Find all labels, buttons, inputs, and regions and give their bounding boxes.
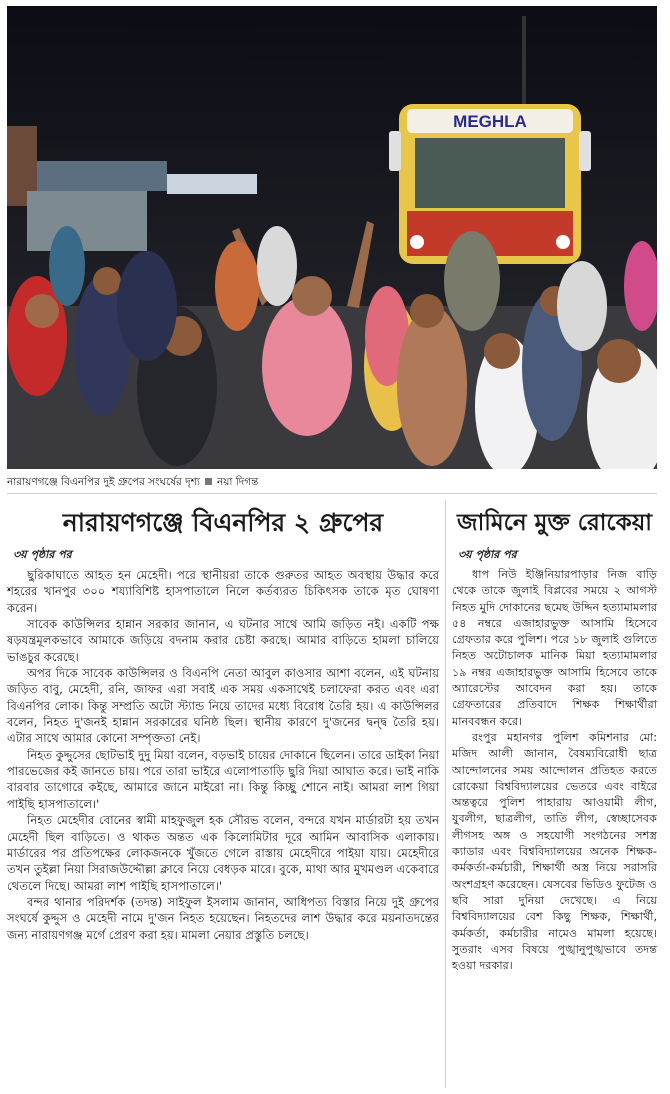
caption-credit: নয়া দিগন্ত — [216, 476, 259, 488]
caption-separator — [205, 478, 212, 485]
article-left-headline: নারায়ণগঞ্জে বিএনপির ২ গ্রুপের — [62, 508, 384, 537]
article-left-paragraph: ছুরিকাঘাতে আহত হন মেহেদী। পরে স্থানীয়রা তাকে গুরুতর আহত অবস্থায় উদ্ধার করে শহরের খানপুর ৩০০ শয্যাবিশিষ্ট হাসপাতালে নিলে কর্তব্যরত চিকিৎসক তাকে মৃত ঘোষণা করেন। — [7, 568, 439, 615]
bus-sign-text: MEGHLA — [453, 112, 527, 131]
article-right-headline: জামিনে মুক্ত রোকেয়া — [457, 509, 652, 536]
article-right-continued: ৩য় পৃষ্ঠার পর — [458, 548, 517, 561]
caption-divider — [7, 493, 657, 494]
caption-text: নারায়ণগঞ্জে বিএনপির দুই গ্রুপের সংঘর্ষের দৃশ্য — [7, 476, 200, 488]
article-left-paragraph: অপর দিকে সাবেক কাউন্সিলর ও বিএনপি নেতা আবুল কাওসার আশা বলেন, এই ঘটনায় জড়িত বাবু, মেহেদী, রনি, জাফর এরা সবাই এক সময় একসাথেই চলাফেরা করত এবং এরা বিএনপির লোক। কিন্তু সম্প্রতি অটো স্ট্যান্ড নিয়ে তাদের মধ্যে বিরোধ তৈরি হয়। এ কাউন্সিলর বলেন, নিহত দু'জনই হান্নান সরকারের ঘনিষ্ঠ ছিল। স্থানীয় কারণে দু'জনের দ্বন্দ্ব তৈরি হয়। এটার সাথে আমার কোনো সম্পৃক্ততা নেই। — [7, 666, 439, 746]
article-right — [452, 500, 657, 974]
column-divider — [445, 500, 446, 1088]
bus-illustration — [389, 104, 591, 264]
article-left-paragraph: নিহত মেহেদীর বোনের স্বামী মাহফুজুল হক সৌরভ বলেন, বন্দরে যখন মার্ডারটা হয় তখন মেহেদী ছিল বাড়িতে। ও থাকত অন্তত এক কিলোমিটার দূরে আমিন আবাসিক এলাকায়। মার্ডারের পর প্রতিপক্ষের লোকজনকে খুঁজতে গেলে রাস্তায় মেহেদীরে পাইয়া যায়। মেহেদীরে তখন তুইল্লা নিয়া সিরাজউদ্দৌল্লা ক্লাবে নিয়ে বেধড়ক মারে। বুকে, মাথা আর মুখমণ্ডল একেবারে থেতলে দিছে। আমরা লাশ পাইছি হাসপাতালে।' — [7, 813, 439, 893]
article-left — [7, 500, 439, 943]
news-photo — [7, 6, 657, 469]
article-left-continued: ৩য় পৃষ্ঠার পর — [13, 548, 72, 561]
article-left-paragraph: সাবেক কাউন্সিলর হান্নান সরকার জানান, এ ঘটনার সাথে আমি জড়িত নই। একটি পক্ষ ষড়যন্ত্রমূলকভাবে আমাকে জড়িয়ে বদনাম করার চেষ্টা করছে। আমার বাড়িতে হামলা চালিয়ে ভাঙচুর করেছে। — [7, 617, 439, 664]
article-right-paragraph: ধাপ নিউ ইঞ্জিনিয়ারপাড়ার নিজ বাড়ি থেকে তাকে জুলাই বিপ্লবের সময়ে ২ আগস্ট নিহত মুদি দোকানের ছমেছ উদ্দিন হত্যামামলার ৫৪ নম্বরে এজাহারভুক্ত আসামি হিসেবে গ্রেফতার করে পুলিশ। পরে ১৮ জুলাই গুলিতে নিহত অটোচালক মানিক মিয়া হত্যামামলার ১৯ নম্বর এজাহারভুক্ত আসামি হিসেবে তাকে অ্যারেস্টের আবেদন করা হয়। তাকে গ্রেফতারের প্রতিবাদে শিক্ষক শিক্ষার্থীরা মানববন্ধন করে। — [452, 568, 657, 728]
article-left-paragraph: নিহত কুদ্দুসের ছোটভাই দুদু মিয়া বলেন, বড়ভাই চায়ের দোকানে ছিলেন। তারে ডাইকা নিয়া পারভেজের কই জানতে চায়। পরে তারা ভাইরে এলোপাতাড়ি ছুরি দিয়া আঘাত করে। ভাই নাকি বারবার তাগোরে কইছে, আমারে জানে মাইরো না। কিন্তু কিচ্ছু শোনে নাই। আমরা লাশ গিয়া পাইছি হাসপাতালে।' — [7, 747, 439, 811]
article-right-paragraph: রংপুর মহানগর পুলিশ কমিশনার মো: মজিদ আলী জানান, বৈষম্যবিরোধী ছাত্র আন্দোলনের সময় আন্দোলন প্রতিহত করতে রোকেয়া বিশ্ববিদ্যালয়ের ভেতরে এবং বাইরে অন্তত্বরে পুলিশ পাহারায় আওয়ামী লীগ, যুবলীগ, ছাত্রলীগ, তাতি লীগ, স্বেচ্ছাসেবক লীগসহ অঙ্গ ও সহযোগী সংগঠনের সশস্ত্র ক্যাডার এবং বিশ্ববিদ্যালয়ের অনেক শিক্ষক-কর্মকর্তা-কর্মচারী, শিক্ষার্থী অস্ত্র নিয়ে সরাসরি অংশগ্রহণ করেছেন। যেসবের ভিডিও ফুটেজ ও ছবি সারা দুনিয়া দেখেছে। এ নিয়ে বিশ্ববিদ্যালয়ের বেশ কিছু শিক্ষক, শিক্ষার্থী, কর্মকর্তা, কর্মচারীর নামেও মামলা হয়েছে। সুতরাং এসব বিষয়ে পুঙ্খানুপুঙ্খভাবে তদন্ত হওয়া দরকার। — [452, 730, 657, 973]
article-left-paragraph: বন্দর থানার পরিদর্শক (তদন্ত) সাইফুল ইসলাম জানান, আধিপত্য বিস্তার নিয়ে দুই গ্রুপের সংঘর্ষে কুদ্দুস ও মেহেদী নামে দু'জন নিহত হয়েছেন। নিহতদের লাশ উদ্ধার করে ময়নাতদন্তের জন্য নারায়ণগঞ্জ মর্গে প্রেরণ করা হয়। মামলা নেয়ার প্রস্তুতি চলছে। — [7, 894, 439, 942]
photo-caption — [7, 474, 657, 490]
